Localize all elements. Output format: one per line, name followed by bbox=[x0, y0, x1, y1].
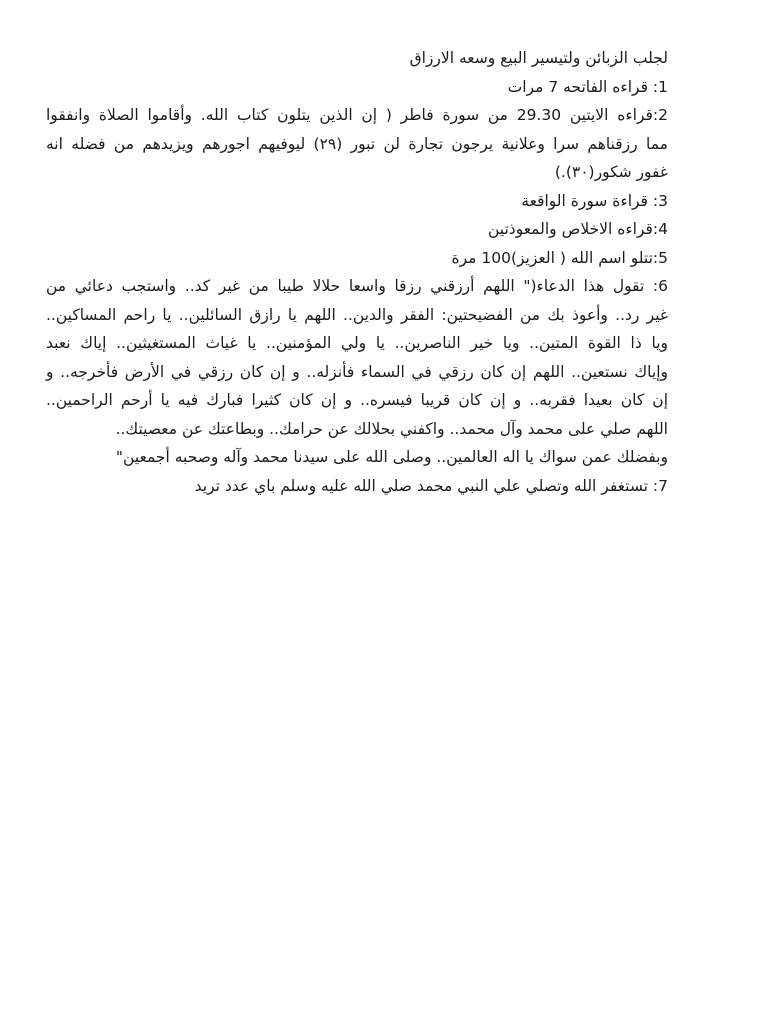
step-6-line-4: وإياك نستعين.. اللهم إن كان رزقي في السماء فأنزله.. و إن كان رزقي في الأرض فأخرجه.. و bbox=[46, 362, 668, 381]
step-7-line: 7: تستغفر الله وتصلي علي النبي محمد صلي الله عليه وسلم باي عدد تريد bbox=[194, 476, 668, 495]
step-6-line-1: 6: تقول هذا الدعاء(" اللهم أرزقني رزقا واسعا حلالا طيبا من غير كد.. واستجب دعائي من bbox=[46, 277, 668, 295]
step-6-line-7: وبفضلك عمن سواك يا اله العالمين.. وصلى الله على سيدنا محمد وآله وصحبه أجمعين" bbox=[115, 448, 668, 466]
document-body bbox=[46, 44, 668, 500]
step-6-line-5: إن كان بعيدا فقربه.. و إن كان قريبا فيسره.. و إن كان كثيرا فبارك فيه يا أرحم الراحمين.. bbox=[46, 391, 668, 409]
step-4-line: 4:قراءه الاخلاص والمعوذتين bbox=[488, 220, 668, 238]
step-6-line-2: غير رد.. وأعوذ بك من الفضيحتين: الفقر والدين.. اللهم يا رازق السائلين.. يا راحم المساكين.. bbox=[46, 305, 668, 324]
step-2-line-1: 2:قراءه الايتين 29.30 من سورة فاطر ( إن الذين يتلون كتاب الله. وأقاموا الصلاة وانفقوا bbox=[46, 106, 668, 124]
step-2-line-3: غفور شكور(٣٠).) bbox=[554, 163, 668, 181]
step-6-line-3: ويا ذا القوة المتين.. ويا خير الناصرين.. يا ولي المؤمنين.. يا غياث المستغيثين.. إياك نعبد bbox=[46, 334, 668, 352]
step-5-line: 5:تتلو اسم الله ( العزيز)100 مرة bbox=[451, 248, 668, 267]
step-6-line-6: اللهم صلي على محمد وآل محمد.. واكفني بحلالك عن حرامك.. وبطاعتك عن معصيتك.. bbox=[115, 419, 668, 438]
step-2-line-2: مما رزقناهم سرا وعلانية يرجون تجارة لن تبور (٢٩) ليوفيهم اجورهم ويزيدهم من فضله انه bbox=[46, 134, 668, 153]
document-title: لجلب الزبائن ولتيسير البيع وسعه الارزاق bbox=[409, 49, 668, 67]
step-1-line: 1: قراءه الفاتحه 7 مرات bbox=[507, 77, 668, 96]
step-3-line: 3: قراءة سورة الواقعة bbox=[521, 191, 668, 210]
